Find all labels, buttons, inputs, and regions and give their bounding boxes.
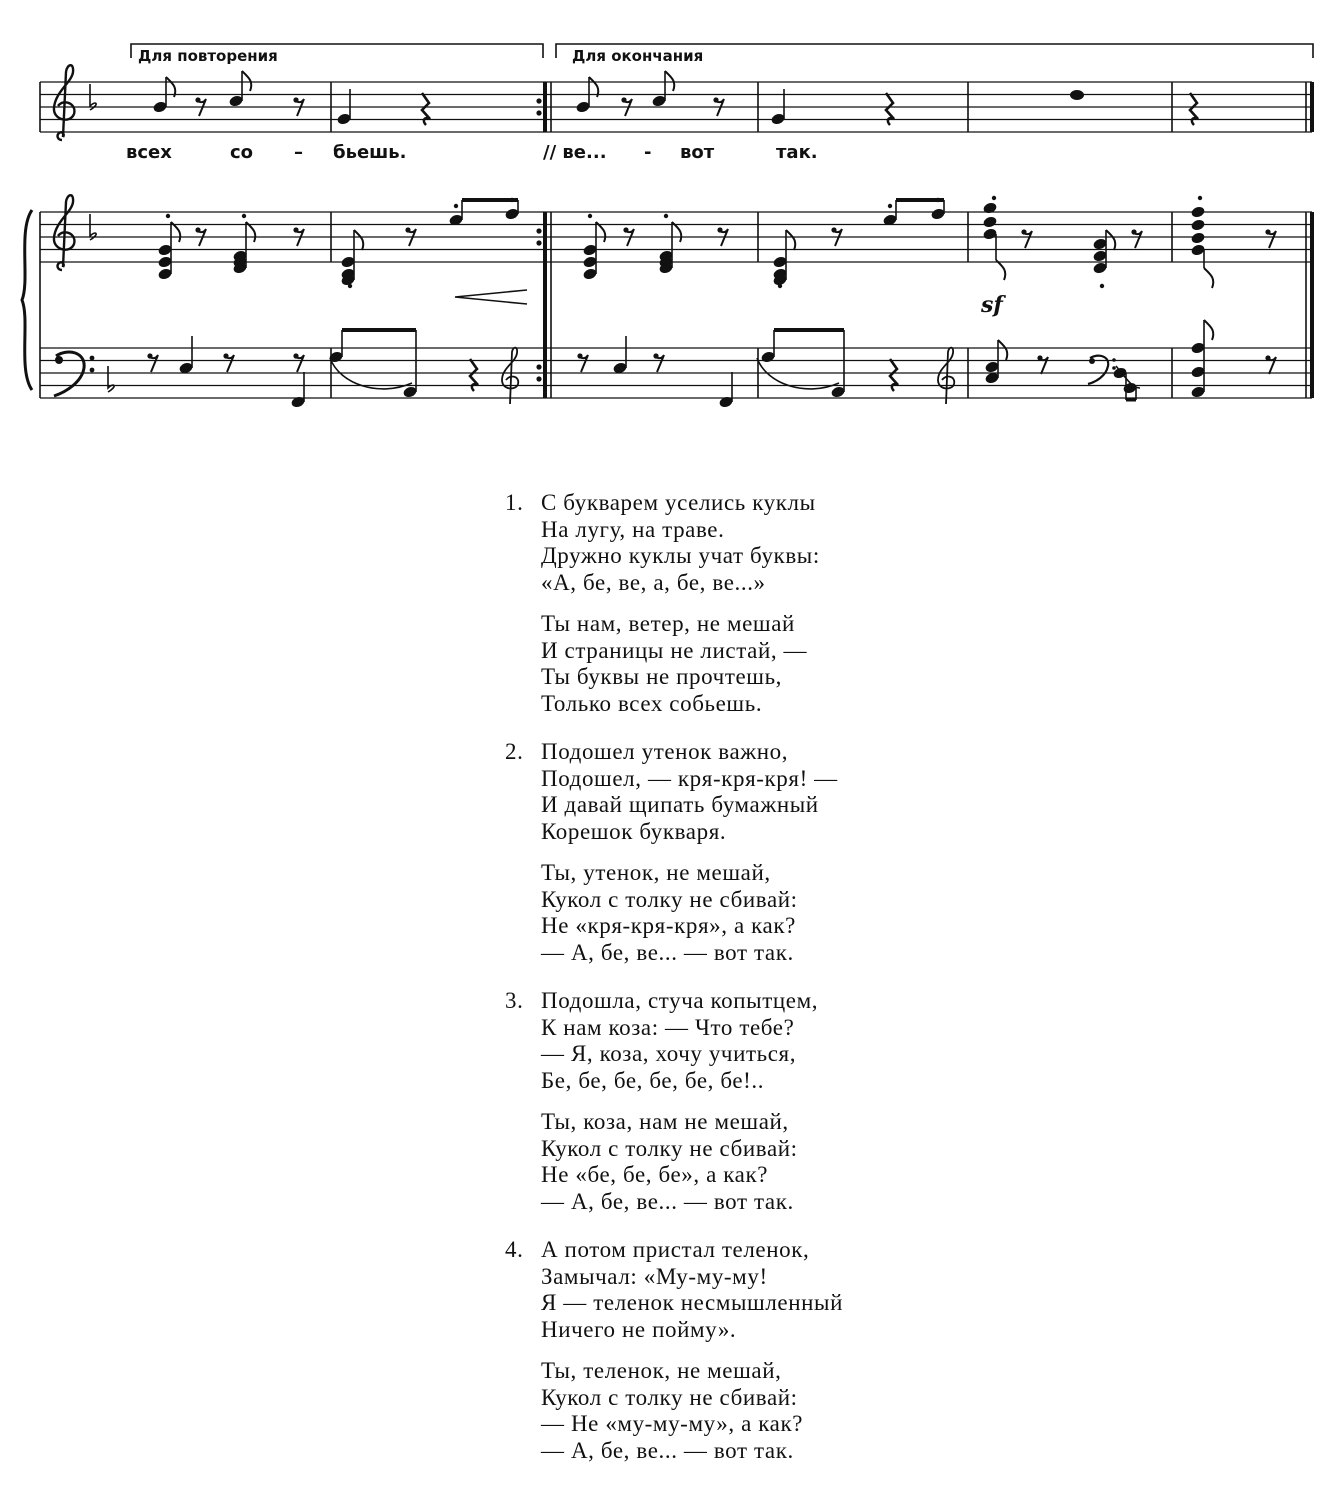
stanza [541, 611, 965, 717]
verse-line: Бе, бе, бе, бе, бе, бе!.. [541, 1067, 765, 1093]
note-flag [1204, 320, 1213, 340]
quarter-rest-icon [422, 93, 430, 125]
staccato-dot [166, 214, 170, 218]
treble-clef-icon [54, 195, 74, 270]
verse-line: Не «бе, бе, бе», а как? [541, 1162, 769, 1187]
quarter-rest-icon [1190, 93, 1198, 125]
bass-clef-icon [1088, 356, 1116, 384]
volta-2-label: Для окончания [572, 47, 704, 65]
eighth-rest-dot [195, 227, 200, 232]
verse-line: Подошел, — кря-кря-кря! — [541, 765, 838, 791]
note-flag [786, 230, 795, 250]
verse-line: С букварем уселись куклы [541, 490, 816, 515]
eighth-rest-dot [1265, 229, 1270, 234]
notehead [1190, 218, 1205, 231]
song-verses [505, 490, 965, 1486]
staccato-dot [454, 204, 458, 208]
key-signature-flat-icon [90, 84, 114, 392]
note-flag [998, 340, 1007, 360]
notehead [982, 201, 997, 214]
verse-number: 4. [505, 1237, 524, 1262]
staff-lines [40, 82, 1312, 398]
volta-1-label: Для повторения [138, 47, 278, 65]
verse-line: Ты, утенок, не мешай, [541, 860, 771, 885]
verse-line: Замычал: «Му-му-му! [541, 1263, 768, 1289]
verse-line: Ничего не пойму». [541, 1316, 737, 1342]
verse-line: Ты нам, ветер, не мешай [541, 611, 795, 636]
verse-line: — Не «му-му-му», а как? [541, 1411, 804, 1436]
stanza [541, 860, 965, 966]
eighth-rest-dot [623, 227, 628, 232]
stanza [541, 988, 965, 1094]
verse-number: 1. [505, 490, 524, 515]
eighth-rest-dot [405, 227, 410, 232]
verse [505, 988, 965, 1215]
dynamic-marking: sf [981, 292, 1003, 318]
eighth-rest-dot [1021, 229, 1026, 234]
notehead [1190, 231, 1205, 244]
staccato-dot [348, 284, 352, 288]
lyric-syllable: вот [680, 142, 715, 163]
verse-line: Корешок букваря. [541, 818, 727, 844]
notehead [1190, 205, 1205, 218]
lyric-syllable: со [230, 142, 254, 163]
quarter-rest-icon [470, 359, 478, 391]
eighth-rest-dot [1265, 355, 1270, 360]
stanza [541, 739, 965, 845]
eighth-rest-dot [293, 97, 298, 102]
stanza [541, 1358, 965, 1464]
stanza [541, 1237, 965, 1343]
verse-number: 3. [505, 988, 524, 1013]
eighth-rest-dot [1131, 229, 1136, 234]
system-brace [22, 210, 32, 390]
eighth-rest-dot [1037, 355, 1042, 360]
notehead [982, 215, 997, 228]
eighth-rest-dot [195, 97, 200, 102]
verse-line: На лугу, на траве. [541, 516, 725, 542]
verse-line: — А, бе, ве... — вот так. [541, 1188, 794, 1214]
verse-number: 2. [505, 739, 524, 764]
verse [505, 490, 965, 717]
lyric-syllable: так. [776, 142, 818, 163]
verse-line: Кукол с толку не сбивай: [541, 1135, 798, 1161]
staccato-dot [1100, 284, 1104, 288]
staccato-dot [242, 214, 246, 218]
whole-note [1070, 90, 1084, 100]
verse-line: Подошла, стуча копытцем, [541, 988, 819, 1013]
music-score [0, 0, 1335, 430]
barlines [40, 82, 1312, 398]
treble-clef-icon [502, 348, 954, 404]
stanza [541, 1109, 965, 1215]
eighth-rest-dot [147, 353, 152, 358]
verse-line: «А, бе, ве, а, бе, ве...» [541, 569, 766, 595]
lyric-syllable: всех [126, 142, 172, 163]
lyric-syllable: – [294, 142, 303, 163]
lyric-syllable: бьешь. [333, 142, 407, 163]
eighth-rest-dot [621, 97, 626, 102]
eighth-rest-dot [223, 353, 228, 358]
staccato-dot [888, 204, 892, 208]
eighth-rest-dot [717, 227, 722, 232]
staccato-dot [936, 198, 940, 202]
verse-line: — А, бе, ве... — вот так. [541, 939, 794, 965]
treble-clef-icon [54, 65, 74, 140]
verse-line: И давай щипать бумажный [541, 792, 819, 817]
repeat-dots [536, 98, 541, 381]
eighth-rest-dot [577, 353, 582, 358]
quarter-rest-icon [890, 359, 898, 391]
staccato-dot [992, 196, 996, 200]
verse-line: И страницы не листай, — [541, 637, 808, 663]
note-flag [1106, 230, 1115, 250]
verse-line: — А, бе, ве... — вот так. [541, 1437, 794, 1463]
verse-line: Не «кря-кря-кря», а как? [541, 913, 796, 938]
volta-brackets [131, 44, 1313, 58]
eighth-rest-dot [713, 97, 718, 102]
lyric-syllable: - [644, 142, 652, 163]
note-flag [1204, 268, 1213, 288]
verse-line: Я — теленок несмышленный [541, 1290, 844, 1315]
verse-line: Кукол с толку не сбивай: [541, 1384, 798, 1410]
verse-line: Дружно куклы учат буквы: [541, 543, 820, 568]
verse [505, 1237, 965, 1464]
lyric-syllable: // ве... [543, 142, 607, 163]
verse-line: Ты, теленок, не мешай, [541, 1358, 782, 1383]
eighth-rest-dot [653, 353, 658, 358]
verse-line: Ты буквы не прочтешь, [541, 664, 783, 689]
stanza [541, 490, 965, 596]
verse [505, 739, 965, 966]
bass-clef-icon [54, 352, 94, 396]
staccato-dot [588, 214, 592, 218]
quarter-rest-icon [886, 93, 894, 125]
staccato-dot [778, 284, 782, 288]
verse-line: А потом пристал теленок, [541, 1237, 810, 1262]
crescendo-hairpin [455, 290, 527, 304]
staccato-dot [510, 198, 514, 202]
eighth-rest-dot [293, 227, 298, 232]
note-flag [665, 71, 674, 91]
verse-line: Только всех собьешь. [541, 690, 763, 716]
note-flag [996, 260, 1005, 280]
verse-line: Подошел утенок важно, [541, 739, 789, 764]
note-flag [354, 230, 363, 250]
staccato-dot [664, 214, 668, 218]
verse-line: К нам коза: — Что тебе? [541, 1014, 795, 1040]
verse-line: — Я, коза, хочу учиться, [541, 1041, 797, 1066]
verse-line: Кукол с толку не сбивай: [541, 886, 798, 912]
note-flag [242, 71, 251, 91]
eighth-rest-dot [293, 353, 298, 358]
verse-line: Ты, коза, нам не мешай, [541, 1109, 789, 1134]
eighth-rest-dot [831, 227, 836, 232]
staccato-dot [1198, 196, 1202, 200]
